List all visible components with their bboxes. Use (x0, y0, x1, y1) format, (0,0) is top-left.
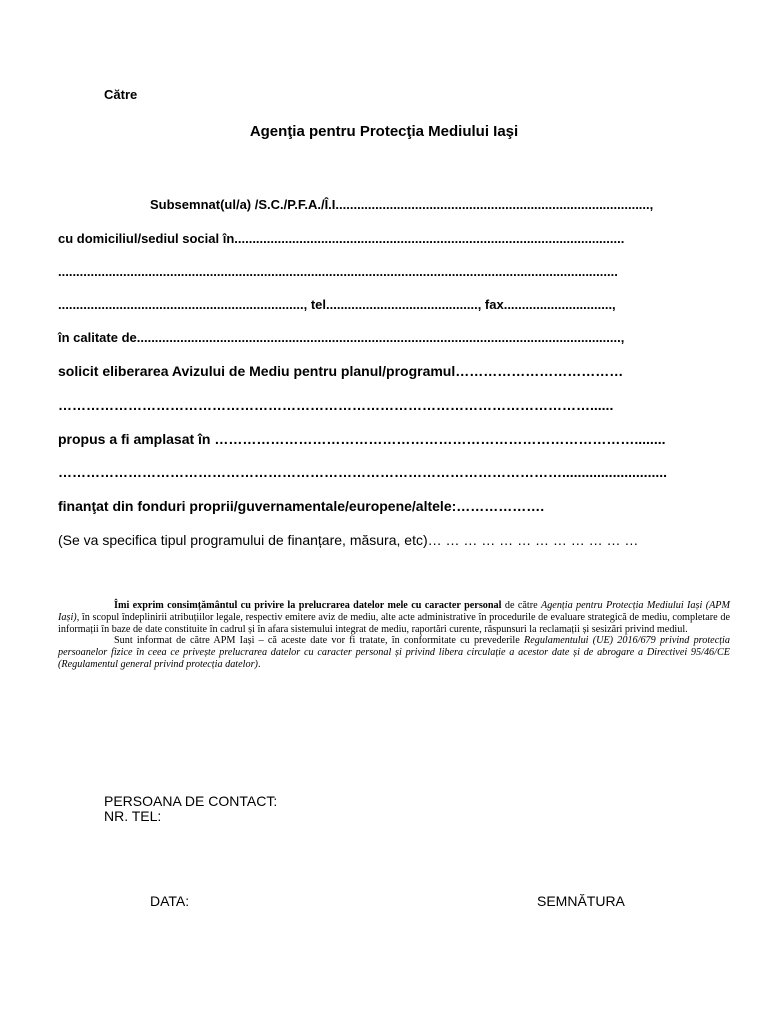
consent-text: , în scopul îndeplinirii atribuțiilor legale, respectiv emitere aviz de mediu, alte acte administrative în procedurile de evaluare strategică de mediu, completare de informații în baze de date constituite în cadrul și în afara sistemului integrat de mediu, raportări curente, răspunsuri la reclamații și sesizări privind mediul. (58, 611, 730, 635)
consent-text: Sunt informat de către APM Iași – că aceste date vor fi tratate, în conformitate cu prevederile (114, 635, 524, 647)
recipient-label: Către (104, 87, 138, 102)
consent-agency-name: Agenția pentru Protecția Mediului Iași (APM Iași) (58, 600, 731, 623)
form-line-blank-1: ........................................................................................................................................................... (58, 264, 618, 279)
consent-regulation-name: Regulamentului (UE) 2016/679 privind protecția persoanelor fizice în ceea ce privește prelucrarea datelor cu caracter personal și privind libera circulație a acestor date și de abrogare a Directivei 95/46/CE (Regulamentul general privind protecția datelor) (58, 635, 730, 670)
form-line-tel-fax: ...................................................................., tel.........................................., fax.............................., (58, 297, 616, 312)
consent-bold-text: Îmi exprim consimțământul cu privire la prelucrarea datelor mele cu caracter personal (114, 600, 502, 611)
consent-paragraph-2 (58, 635, 730, 670)
form-line-domiciliu: cu domiciliul/sediul social în............................................................................................................ (58, 231, 625, 246)
form-line-blank-2: ……………………………………………………………………………………………………...... (58, 397, 614, 413)
agency-title: Agenţia pentru Protecţia Mediului Iaşi (249, 123, 519, 140)
contact-person-label: PERSOANA DE CONTACT: (104, 793, 278, 809)
financing-note: (Se va specifica tipul programului de finanțare, măsura, etc)… … … … … … … … … … … … (58, 532, 639, 548)
consent-statement (58, 600, 730, 671)
contact-phone-label: NR. TEL: (104, 808, 162, 824)
consent-text: . (257, 658, 261, 670)
form-line-amplasat: propus a fi amplasat în ………………………………………………………………………………........ (58, 431, 666, 447)
form-line-solicit: solicit eliberarea Avizului de Mediu pentru planul/programul……………………………… (58, 363, 624, 379)
form-line-blank-3: ………………………………………………………………………………………………........................... (58, 464, 668, 480)
signature-label: SEMNĂTURA (537, 893, 625, 909)
consent-paragraph-1 (58, 600, 730, 635)
form-line-subsemnat: Subsemnat(ul/a) /S.C./P.F.A./Î.I......................................................................................., (150, 197, 654, 212)
consent-text: de către (501, 600, 541, 611)
date-label: DATA: (150, 893, 190, 909)
form-line-finantat: finanţat din fonduri proprii/guvernamentale/europene/altele:………………. (58, 498, 545, 514)
form-line-calitate: în calitate de......................................................................................................................................, (58, 330, 625, 345)
